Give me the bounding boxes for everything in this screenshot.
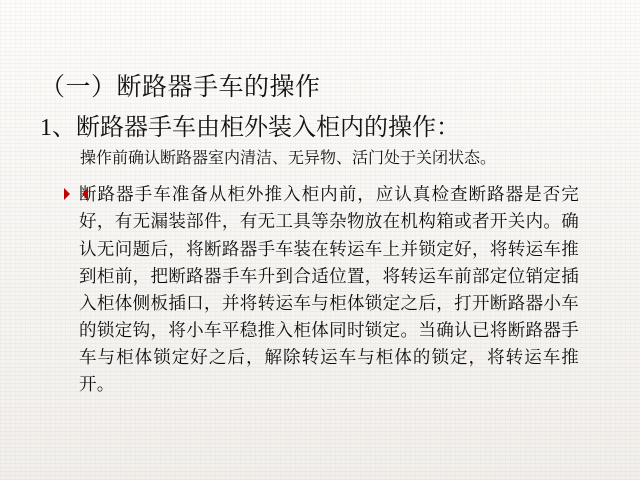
slide-content (40, 72, 606, 398)
slide-title: （一）断路器手车的操作 (40, 74, 321, 101)
bullet-paragraph: 断路器手车准备从柜外推入柜内前，应认真检查断路器是否完好，有无漏装部件，有无工具等杂物放在机构箱或者开关内。确认无问题后，将断路器手车装在转运车上并锁定好，将转运车推到柜前，把断路器手车升到合适位置，将转运车前部定位销定插入柜体侧板插口，并将转运车与柜体锁定之后，打开断路器小车的锁定钩，将小车平稳推入柜体同时锁定。当确认已将断路器手车与柜体锁定好之后，解除转运车与柜体的锁定，将转运车推开。 (79, 184, 579, 395)
slide-subtitle: 1、断路器手车由柜外装入柜内的操作： (40, 114, 460, 141)
bullet-item (64, 181, 606, 398)
slide-note: 操作前确认断路器室内清洁、无异物、活门处于关闭状态。 (80, 149, 497, 167)
diamond-bullet-icon (64, 188, 76, 200)
